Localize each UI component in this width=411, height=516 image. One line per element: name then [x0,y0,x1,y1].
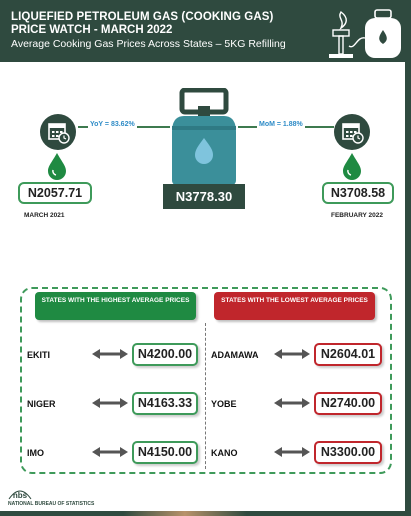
double-arrow-icon [92,447,128,457]
label-february-2022: FEBRUARY 2022 [331,212,384,219]
title-line-1: LIQUEFIED PETROLEUM GAS (COOKING GAS) [11,11,274,23]
highest-price-3: N4150.00 [132,441,198,464]
highest-state-3: IMO [27,448,44,458]
price-february-2022: N3708.58 [322,182,394,204]
highest-price-1: N4200.00 [132,343,198,366]
lowest-state-1: ADAMAWA [211,350,259,360]
lowest-price-2: N2740.00 [314,392,382,415]
highest-state-1: EKITI [27,350,51,360]
double-arrow-icon [274,398,310,408]
double-arrow-icon [274,447,310,457]
calendar-icon-left [40,114,76,150]
price-march-2021: N2057.71 [18,182,92,204]
drop-icon-right [341,152,363,180]
logo-text: nbs [12,491,28,500]
current-average-price: N3778.30 [163,184,245,209]
column-divider [205,323,206,469]
double-arrow-icon [274,349,310,359]
gas-cylinder-icon [168,88,240,188]
gas-stove-cylinder-icon [327,6,407,60]
agency-name: NATIONAL BUREAU OF STATISTICS [8,501,95,507]
highest-price-2: N4163.33 [132,392,198,415]
lowest-prices-heading: STATES WITH THE LOWEST AVERAGE PRICES [214,292,375,320]
title-line-2: PRICE WATCH - MARCH 2022 [11,24,173,36]
lowest-price-1: N2604.01 [314,343,382,366]
mom-label: MoM = 1.88% [259,121,303,128]
right-accent-strip [405,62,411,512]
drop-icon-left [46,152,68,180]
yoy-label: YoY = 83.62% [90,121,135,128]
lowest-state-2: YOBE [211,399,237,409]
header-banner [0,0,411,62]
bottom-accent-strip [0,511,411,516]
lowest-state-3: KANO [211,448,238,458]
lowest-price-3: N3300.00 [314,441,382,464]
calendar-icon-right [334,114,370,150]
highest-state-2: NIGER [27,399,56,409]
double-arrow-icon [92,398,128,408]
subtitle: Average Cooking Gas Prices Across States – 5KG Refilling [11,38,286,50]
label-march-2021: MARCH 2021 [24,212,65,219]
double-arrow-icon [92,349,128,359]
highest-prices-heading: STATES WITH THE HIGHEST AVERAGE PRICES [35,292,196,320]
nbs-logo [8,485,32,501]
